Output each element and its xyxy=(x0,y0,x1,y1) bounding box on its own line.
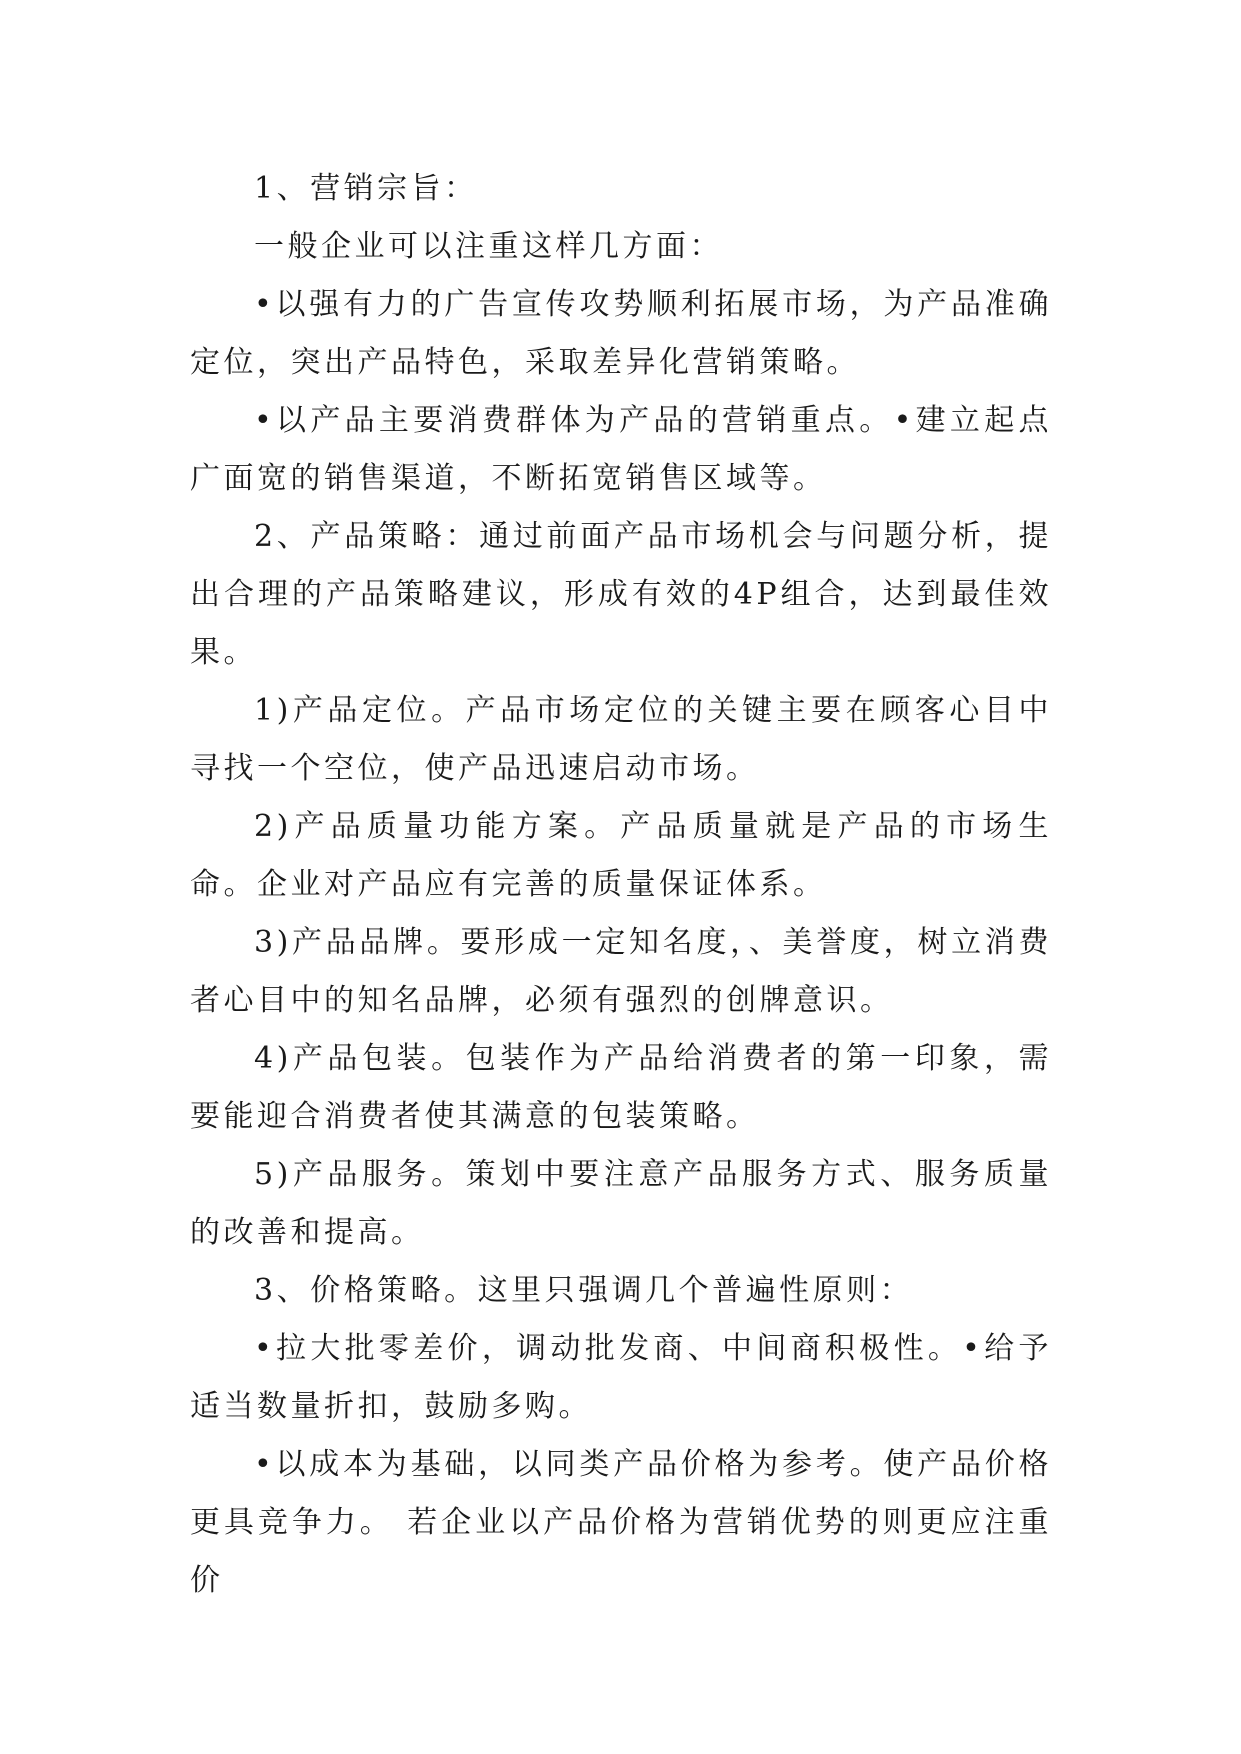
paragraph-marketing-purpose-heading: 1、营销宗旨： xyxy=(254,171,478,206)
paragraph-price-margin-bullet: •拉大批零差价，调动批发商、中间商积极性。•给予适当数量折扣，鼓励多购。 xyxy=(190,1331,1052,1424)
document-body xyxy=(190,160,1052,1610)
paragraph-general-aspects: 一般企业可以注重这样几方面： xyxy=(254,229,723,264)
paragraph-price-strategy: 3、价格策略。这里只强调几个普遍性原则： xyxy=(254,1273,914,1308)
paragraph-product-positioning: 1)产品定位。产品市场定位的关键主要在顾客心目中寻找一个空位，使产品迅速启动市场。 xyxy=(190,693,1052,786)
paragraph-consumer-channel-bullet: •以产品主要消费群体为产品的营销重点。•建立起点广面宽的销售渠道，不断拓宽销售区域等。 xyxy=(190,403,1052,496)
paragraph-price-cost-bullet: •以成本为基础，以同类产品价格为参考。使产品价格更具竞争力。 若企业以产品价格为营销优势的则更应注重价 xyxy=(190,1447,1052,1598)
paragraph-product-quality: 2)产品质量功能方案。产品质量就是产品的市场生命。企业对产品应有完善的质量保证体系。 xyxy=(190,809,1052,902)
paragraph-product-packaging: 4)产品包装。包装作为产品给消费者的第一印象，需要能迎合消费者使其满意的包装策略。 xyxy=(190,1041,1052,1134)
paragraph-product-service: 5)产品服务。策划中要注意产品服务方式、服务质量的改善和提高。 xyxy=(190,1157,1052,1250)
paragraph-advertising-bullet: •以强有力的广告宣传攻势顺利拓展市场，为产品准确定位，突出产品特色，采取差异化营销策略。 xyxy=(190,287,1052,380)
paragraph-product-brand: 3)产品品牌。要形成一定知名度，、美誉度，树立消费者心目中的知名品牌，必须有强烈的创牌意识。 xyxy=(190,925,1052,1018)
paragraph-product-strategy: 2、产品策略：通过前面产品市场机会与问题分析，提出合理的产品策略建议，形成有效的4P组合，达到最佳效果。 xyxy=(190,519,1052,670)
